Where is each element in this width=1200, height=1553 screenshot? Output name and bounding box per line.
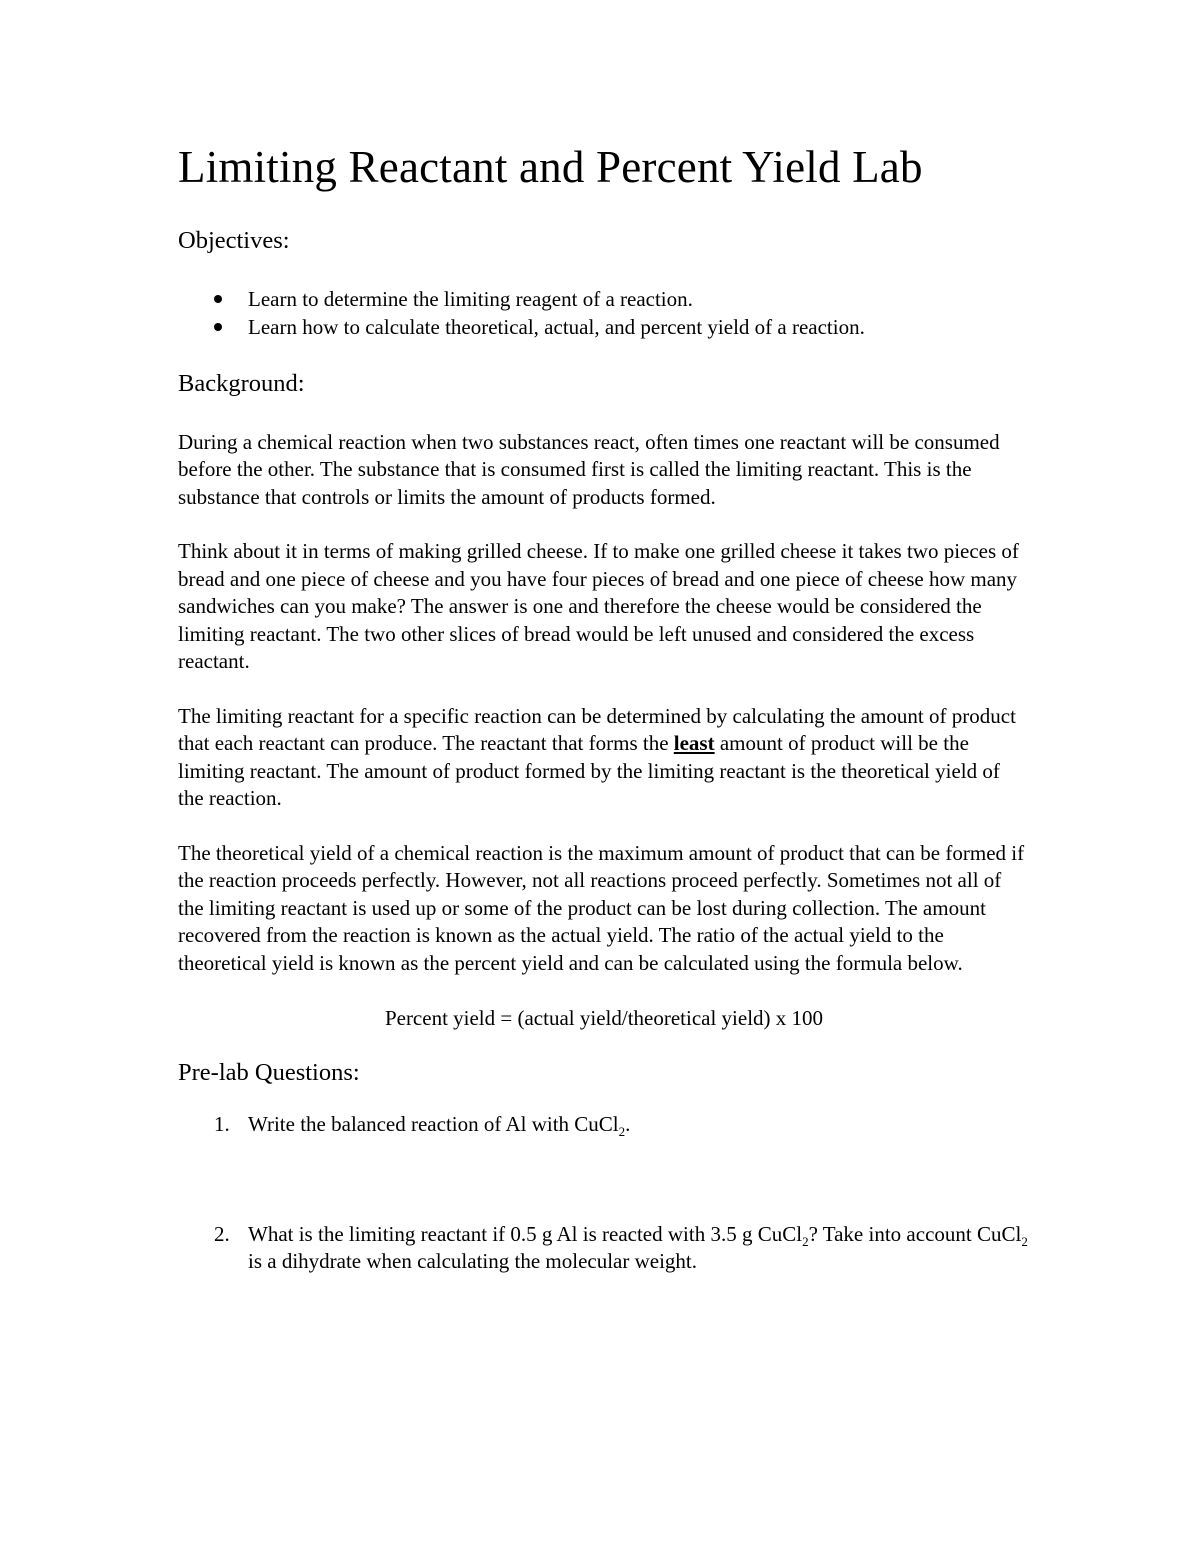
bullet-icon — [214, 295, 222, 303]
emphasized-word: least — [673, 731, 715, 756]
objectives-list — [178, 285, 1030, 341]
background-paragraph-3 — [178, 703, 1030, 813]
background-paragraph-1: During a chemical reaction when two substances react, often times one reactant will be consumed before the other. The substance that is consumed first is called the limiting reactant. This is the substance that controls or limits the amount of products formed. — [178, 429, 1000, 509]
question-text: Write the balanced reaction of Al with CuCl — [248, 1112, 619, 1137]
objective-item — [178, 285, 1030, 313]
question-text-end: . — [625, 1112, 631, 1137]
objective-text: Learn to determine the limiting reagent of a reaction. — [248, 287, 693, 312]
percent-yield-formula: Percent yield = (actual yield/theoretical yield) x 100 — [384, 1006, 824, 1031]
question-text: What is the limiting reactant if 0.5 g Al is reacted with 3.5 g CuCl — [248, 1221, 803, 1246]
subscript: 2 — [618, 1124, 626, 1140]
subscript: 2 — [1021, 1234, 1028, 1250]
prelab-heading: Pre-lab Questions: — [178, 1059, 360, 1087]
background-heading: Background: — [178, 370, 305, 398]
subscript: 2 — [802, 1234, 809, 1250]
document-title: Limiting Reactant and Percent Yield Lab — [178, 142, 923, 192]
objective-item — [178, 313, 1030, 341]
background-paragraph-4: The theoretical yield of a chemical reaction is the maximum amount of product that can be formed if the reaction proceeds perfectly. However, not all reactions proceed perfectly. Sometimes not all of the limiting reactant is used up or some of the product can be lost during collection. The amount recovered from the reaction is known as the actual yield. The ratio of the actual yield to the theoretical yield is known as the percent yield and can be calculated using the formula below. — [178, 840, 1025, 975]
question-text: is a dihydrate when calculating the molecular weight. — [248, 1249, 698, 1274]
paragraph-text: The limiting reactant for a specific reaction can be determined by calculating the amount of product that each reactant can produce. The reactant that forms the — [178, 703, 1016, 756]
prelab-question-list — [178, 1111, 1030, 1276]
objective-text: Learn how to calculate theoretical, actual, and percent yield of a reaction. — [248, 315, 865, 340]
objectives-heading: Objectives: — [178, 226, 290, 254]
paragraph-text: amount of product will be the limiting reactant. The amount of product formed by the limiting reactant is the theoretical yield of the reaction. — [178, 731, 1000, 811]
bullet-icon — [214, 323, 222, 331]
question-text: ? Take into account CuCl — [808, 1221, 1022, 1246]
prelab-question-1 — [178, 1111, 1030, 1139]
background-paragraph-2: Think about it in terms of making grilled cheese. If to make one grilled cheese it takes two pieces of bread and one piece of cheese and you have four pieces of bread and one piece of cheese how many sandwiches can you make? The answer is one and therefore the cheese would be considered the limiting reactant. The two other slices of bread would be left unused and considered the excess reactant. — [178, 539, 1019, 674]
question-number: 2. — [214, 1221, 230, 1246]
prelab-question-2 — [178, 1221, 1030, 1276]
question-number: 1. — [214, 1112, 230, 1137]
